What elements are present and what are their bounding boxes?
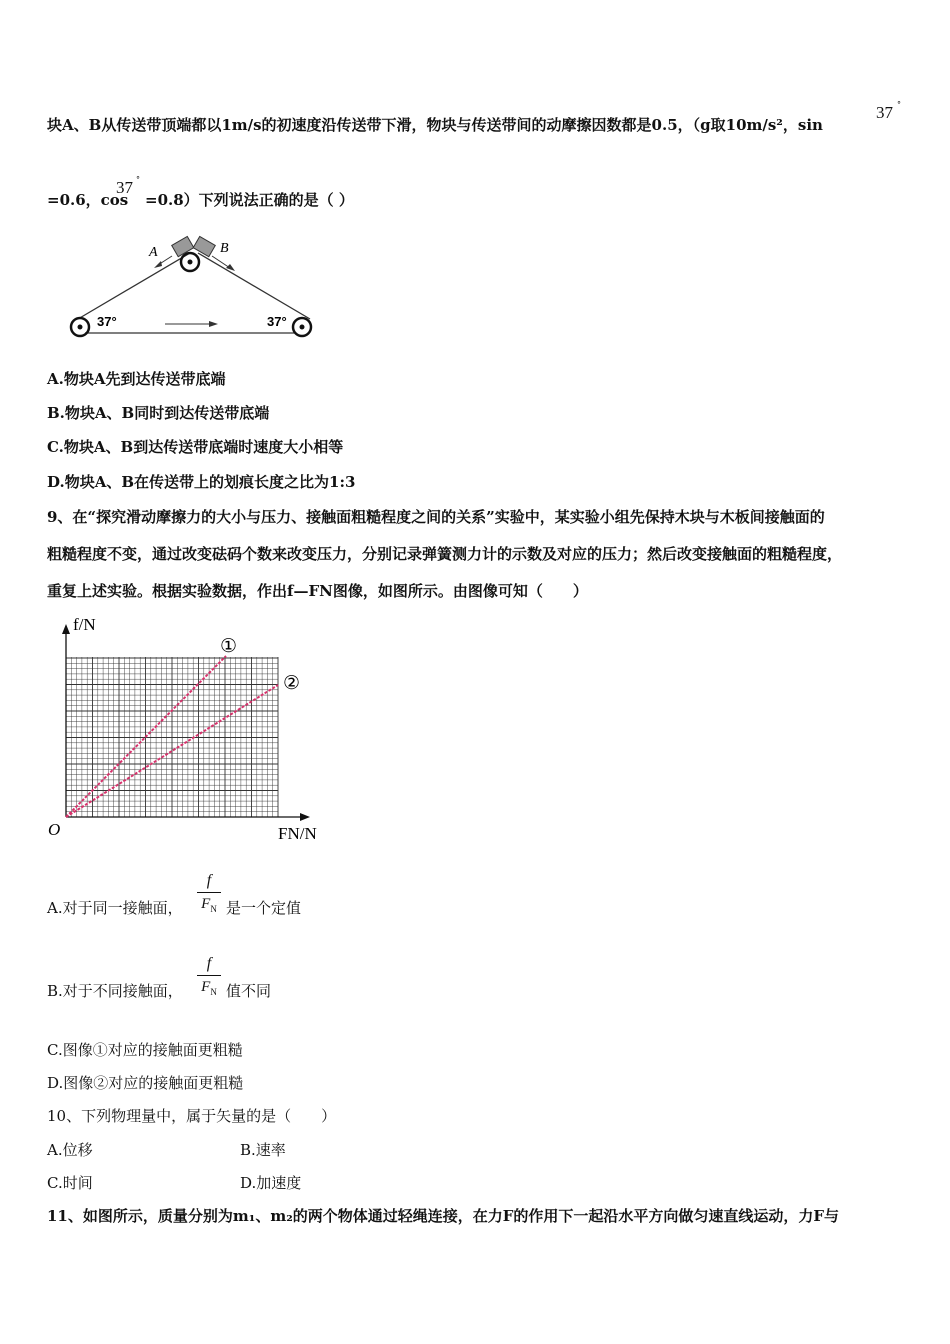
q11-stem: 11、如图所示，质量分别为m₁、m₂的两个物体通过轻绳连接，在力F的作用下一起沿水平方向做匀速直线运动，力F与: [47, 1207, 840, 1225]
x-axis-label: FN/N: [278, 824, 317, 843]
q9-option-d: D.图像②对应的接触面更粗糙: [47, 1074, 244, 1092]
q8-angle-cos: 37: [116, 178, 133, 197]
q8-option-b: B.物块A、B同时到达传送带底端: [47, 404, 270, 422]
q10-option-a: A.位移: [47, 1141, 93, 1159]
f-fn-graph: [40, 610, 340, 850]
line-1: [66, 656, 226, 817]
q8-option-a: A.物块A先到达传送带底端: [47, 370, 226, 388]
q8-stem-line1: 块A、B从传送带顶端都以1m/s的初速度沿传送带下滑，物块与传送带间的动摩擦因数都是0.5，（g取10m/s²，sin: [47, 116, 823, 134]
q8-deg-cos: °: [136, 175, 140, 184]
fraction-f-over-fn-a: f $F_N$: [197, 872, 221, 918]
label-b: B: [220, 241, 229, 256]
q9-option-a-pre: A.对于同一接触面，: [47, 899, 183, 917]
q10-stem: 10、下列物理量中，属于矢量的是（ ）: [47, 1107, 337, 1125]
line-1-label: ①: [220, 635, 238, 657]
q8-option-c: C.物块A、B到达传送带底端时速度大小相等: [47, 438, 344, 456]
q8-stem-line2b: =0.8）下列说法正确的是（ ）: [145, 191, 354, 209]
q8-option-d: D.物块A、B在传送带上的划痕长度之比为1:3: [47, 473, 356, 491]
conveyor-figure: [60, 232, 320, 342]
q10-option-b: B.速率: [240, 1141, 286, 1159]
q10-option-c: C.时间: [47, 1174, 93, 1192]
angle-right: 37°: [267, 314, 287, 329]
q9-option-a-post: 是一个定值: [226, 899, 302, 917]
q9-stem-3: 重复上述实验。根据实验数据，作出f—FN图像，如图所示。由图像可知（ ）: [47, 582, 588, 600]
fraction-f-over-fn-b: f $F_N$: [197, 955, 221, 1001]
y-axis-label: f/N: [73, 615, 96, 634]
q9-option-b-post: 值不同: [226, 982, 272, 1000]
graph-grid: [66, 657, 278, 817]
q8-angle-sin: 37: [876, 103, 893, 122]
q10-option-d: D.加速度: [240, 1174, 302, 1192]
origin-label: O: [48, 820, 61, 839]
q9-stem-1: 9、在“探究滑动摩擦力的大小与压力、接触面粗糙程度之间的关系”实验中，某实验小组先保持木块与木板间接触面的: [47, 508, 825, 526]
line-2-label: ②: [283, 672, 301, 694]
angle-left: 37°: [97, 314, 117, 329]
q9-option-c: C.图像①对应的接触面更粗糙: [47, 1041, 243, 1059]
block-b: [193, 236, 215, 256]
q8-stem-line2a: =0.6，cos: [47, 191, 129, 209]
label-a: A: [149, 245, 158, 260]
q9-stem-2: 粗糙程度不变，通过改变砝码个数来改变压力，分别记录弹簧测力计的示数及对应的压力；然后改变接触面的粗糙程度，: [47, 545, 843, 563]
q9-option-b-pre: B.对于不同接触面，: [47, 982, 183, 1000]
q8-deg-sin: °: [897, 100, 901, 109]
